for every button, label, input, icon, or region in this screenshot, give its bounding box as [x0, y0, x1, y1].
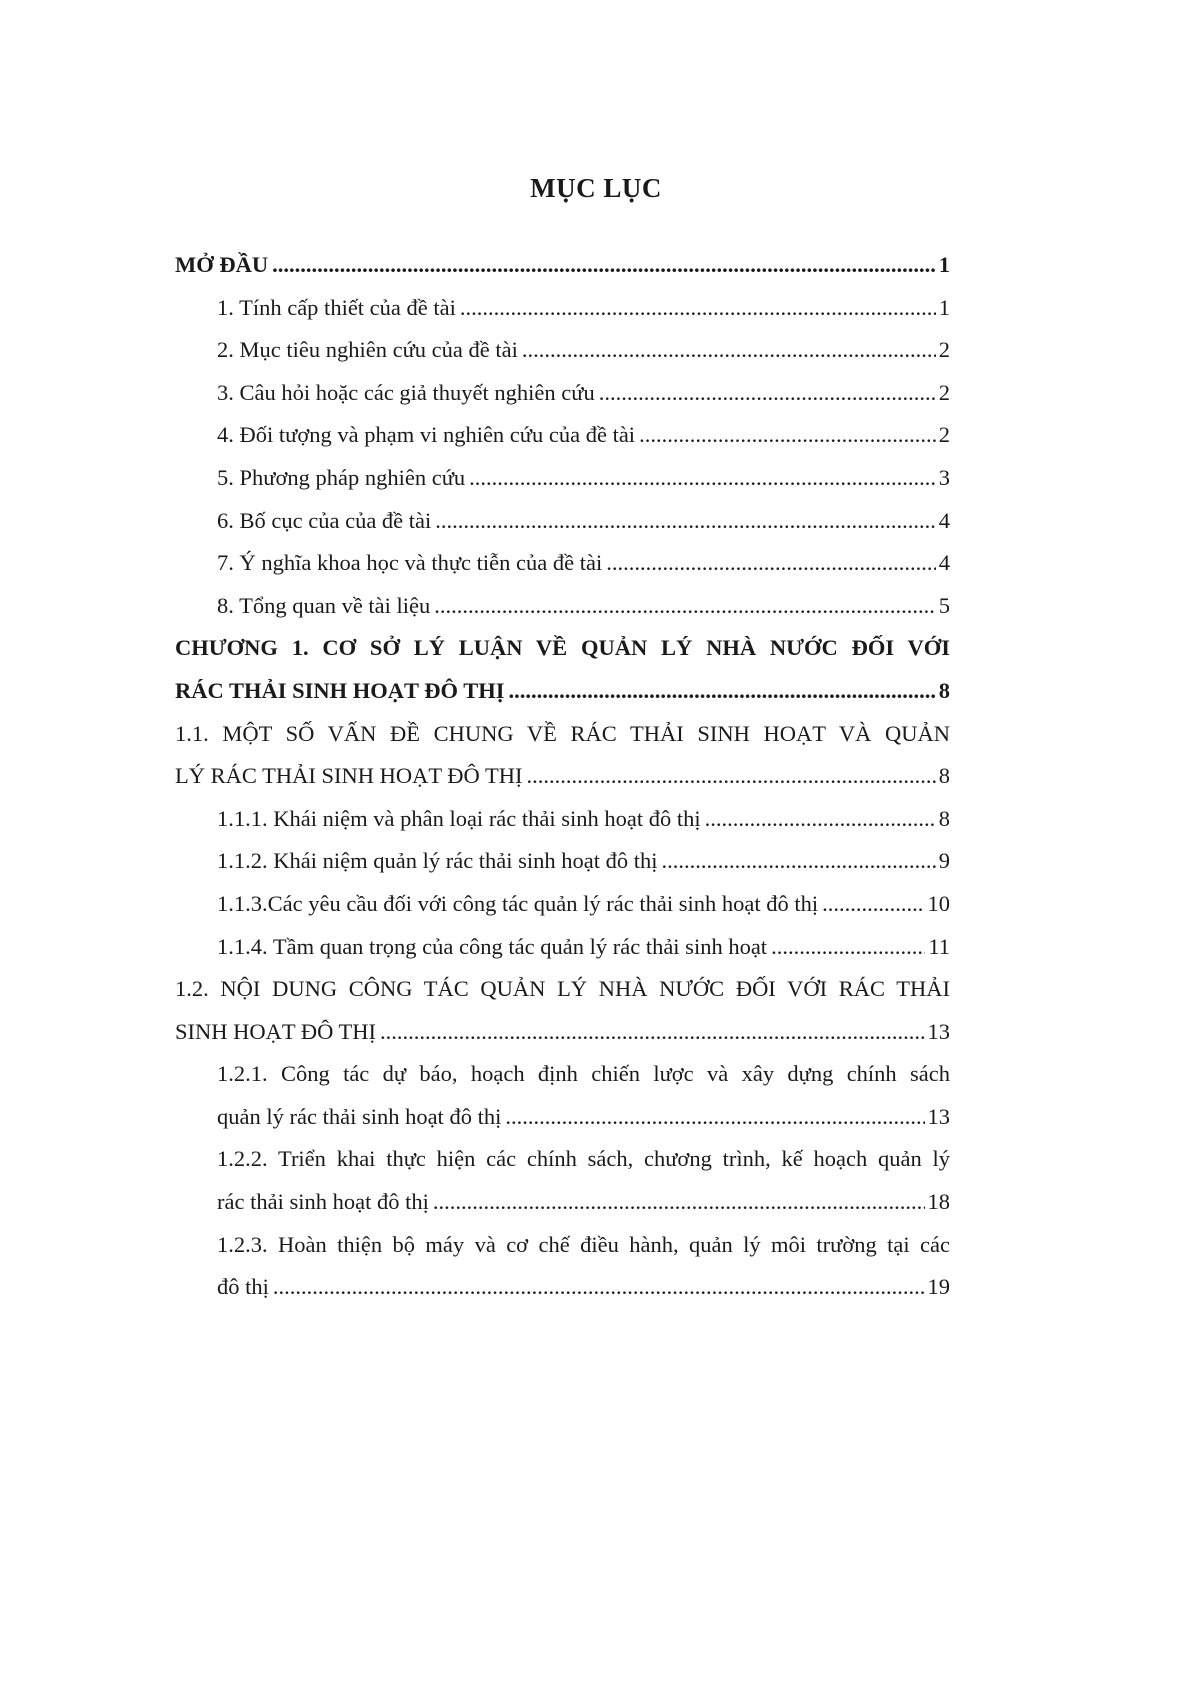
- dot-leader: [508, 670, 935, 713]
- toc-entry-title: LÝ RÁC THẢI SINH HOẠT ĐÔ THỊ: [175, 763, 523, 789]
- dot-leader: [505, 1096, 924, 1139]
- toc-entry-line: CHƯƠNG 1. CƠ SỞ LÝ LUẬN VỀ QUẢN LÝ NHÀ NƯỚC ĐỐI VỚI: [175, 635, 950, 661]
- toc-entry-row: [217, 457, 950, 500]
- toc-entry[interactable]: [175, 585, 950, 628]
- toc-page-number: 1: [938, 294, 950, 320]
- toc-entry-row: [175, 755, 950, 798]
- toc-page-number: 8: [938, 763, 950, 789]
- toc-entry[interactable]: [175, 457, 950, 500]
- toc-page-number: 9: [938, 848, 950, 874]
- toc-entry[interactable]: [175, 1224, 950, 1309]
- dot-leader: [380, 1011, 924, 1054]
- toc-entry-title: 6. Bố cục của của đề tài: [217, 507, 432, 533]
- toc-entry[interactable]: [175, 968, 950, 1053]
- toc-page-number: 2: [938, 337, 950, 363]
- dot-leader: [435, 500, 935, 543]
- toc-page-number: 13: [927, 1018, 950, 1044]
- toc-entry[interactable]: [175, 244, 950, 287]
- page-title: MỤC LỤC: [530, 173, 662, 203]
- toc-entry[interactable]: [175, 414, 950, 457]
- toc-entry-title: 1.1.2. Khái niệm quản lý rác thải sinh hoạt đô thị: [217, 848, 658, 874]
- toc-entry[interactable]: [175, 883, 950, 926]
- toc-entry[interactable]: [175, 287, 950, 330]
- toc-page-number: 1: [938, 252, 950, 277]
- dot-leader: [639, 414, 936, 457]
- toc-page-number: 4: [938, 507, 950, 533]
- toc-page-number: 2: [938, 422, 950, 448]
- toc-page-number: 10: [927, 890, 950, 916]
- table-of-contents: [175, 244, 950, 1309]
- dot-leader: [433, 1181, 925, 1224]
- toc-page-number: 2: [938, 379, 950, 405]
- dot-leader: [606, 542, 936, 585]
- toc-entry-title: 1.1.3.Các yêu cầu đối với công tác quản lý rác thải sinh hoạt đô thị: [217, 890, 819, 916]
- toc-entry-row: [217, 1266, 950, 1309]
- toc-entry[interactable]: [175, 329, 950, 372]
- toc-entry[interactable]: [175, 1138, 950, 1223]
- dot-leader: [272, 244, 936, 287]
- toc-entry[interactable]: [175, 500, 950, 543]
- toc-entry-title: 4. Đối tượng và phạm vi nghiên cứu của đề tài: [217, 422, 636, 448]
- toc-entry[interactable]: [175, 1053, 950, 1138]
- toc-page-number: 8: [938, 805, 950, 831]
- toc-entry-row: [217, 840, 950, 883]
- toc-page-number: 11: [928, 933, 950, 959]
- toc-entry-title: 7. Ý nghĩa khoa học và thực tiễn của đề tài: [217, 550, 603, 576]
- dot-leader: [522, 329, 936, 372]
- toc-entry-row: [217, 883, 950, 926]
- toc-entry-row: [175, 244, 950, 287]
- toc-entry-line: 1.2.1. Công tác dự báo, hoạch định chiến lược và xây dựng chính sách: [217, 1061, 950, 1087]
- toc-entry-title: 5. Phương pháp nghiên cứu: [217, 464, 466, 490]
- toc-entry-row: [217, 329, 950, 372]
- dot-leader: [771, 926, 925, 969]
- toc-entry-title: RÁC THẢI SINH HOẠT ĐÔ THỊ: [175, 677, 505, 703]
- toc-page-number: 19: [927, 1274, 950, 1300]
- toc-entry-row: [217, 372, 950, 415]
- toc-entry-line: 1.2.3. Hoàn thiện bộ máy và cơ chế điều hành, quản lý môi trường tại các: [217, 1231, 950, 1257]
- toc-entry-row: [217, 1181, 950, 1224]
- toc-entry[interactable]: [175, 840, 950, 883]
- toc-entry-line: 1.1. MỘT SỐ VẤN ĐỀ CHUNG VỀ RÁC THẢI SINH HOẠT VÀ QUẢN: [175, 720, 950, 746]
- toc-entry[interactable]: [175, 798, 950, 841]
- dot-leader: [527, 755, 936, 798]
- toc-entry-line: 1.2. NỘI DUNG CÔNG TÁC QUẢN LÝ NHÀ NƯỚC ĐỐI VỚI RÁC THẢI: [175, 976, 950, 1002]
- toc-entry[interactable]: [175, 926, 950, 969]
- dot-leader: [662, 840, 936, 883]
- dot-leader: [705, 798, 936, 841]
- toc-entry-row: [217, 1096, 950, 1139]
- toc-entry-row: [217, 585, 950, 628]
- toc-entry-title: quản lý rác thải sinh hoạt đô thị: [217, 1103, 502, 1129]
- dot-leader: [434, 585, 935, 628]
- dot-leader: [273, 1266, 925, 1309]
- toc-entry-title: 3. Câu hỏi hoặc các giả thuyết nghiên cứu: [217, 379, 595, 405]
- toc-page-number: 5: [938, 592, 950, 618]
- toc-page-number: 3: [938, 464, 950, 490]
- toc-page-number: 8: [938, 677, 950, 703]
- toc-entry-title: 1. Tính cấp thiết của đề tài: [217, 294, 456, 320]
- toc-entry-title: SINH HOẠT ĐÔ THỊ: [175, 1018, 377, 1044]
- toc-entry-row: [175, 670, 950, 713]
- dot-leader: [822, 883, 924, 926]
- toc-entry[interactable]: [175, 713, 950, 798]
- toc-entry-row: [217, 926, 950, 969]
- toc-entry-row: [175, 1011, 950, 1054]
- toc-page-number: 18: [927, 1189, 950, 1215]
- toc-page-number: 4: [938, 550, 950, 576]
- toc-entry-title: 2. Mục tiêu nghiên cứu của đề tài: [217, 337, 518, 363]
- toc-entry-title: MỞ ĐẦU: [175, 252, 269, 277]
- toc-entry-row: [217, 542, 950, 585]
- toc-entry-row: [217, 500, 950, 543]
- dot-leader: [599, 372, 936, 415]
- toc-entry-title: 1.1.1. Khái niệm và phân loại rác thải sinh hoạt đô thị: [217, 805, 701, 831]
- toc-entry-row: [217, 414, 950, 457]
- toc-entry[interactable]: [175, 542, 950, 585]
- toc-page-number: 13: [927, 1103, 950, 1129]
- toc-entry-title: 8. Tổng quan về tài liệu: [217, 592, 431, 618]
- dot-leader: [469, 457, 936, 500]
- toc-entry[interactable]: [175, 372, 950, 415]
- toc-entry-title: 1.1.4. Tầm quan trọng của công tác quản lý rác thải sinh hoạt: [217, 933, 768, 959]
- toc-entry[interactable]: [175, 627, 950, 712]
- dot-leader: [460, 287, 936, 330]
- toc-entry-title: đô thị: [217, 1274, 269, 1300]
- toc-entry-row: [217, 798, 950, 841]
- toc-entry-title: rác thải sinh hoạt đô thị: [217, 1189, 429, 1215]
- toc-entry-line: 1.2.2. Triển khai thực hiện các chính sách, chương trình, kế hoạch quản lý: [217, 1146, 950, 1172]
- toc-entry-row: [217, 287, 950, 330]
